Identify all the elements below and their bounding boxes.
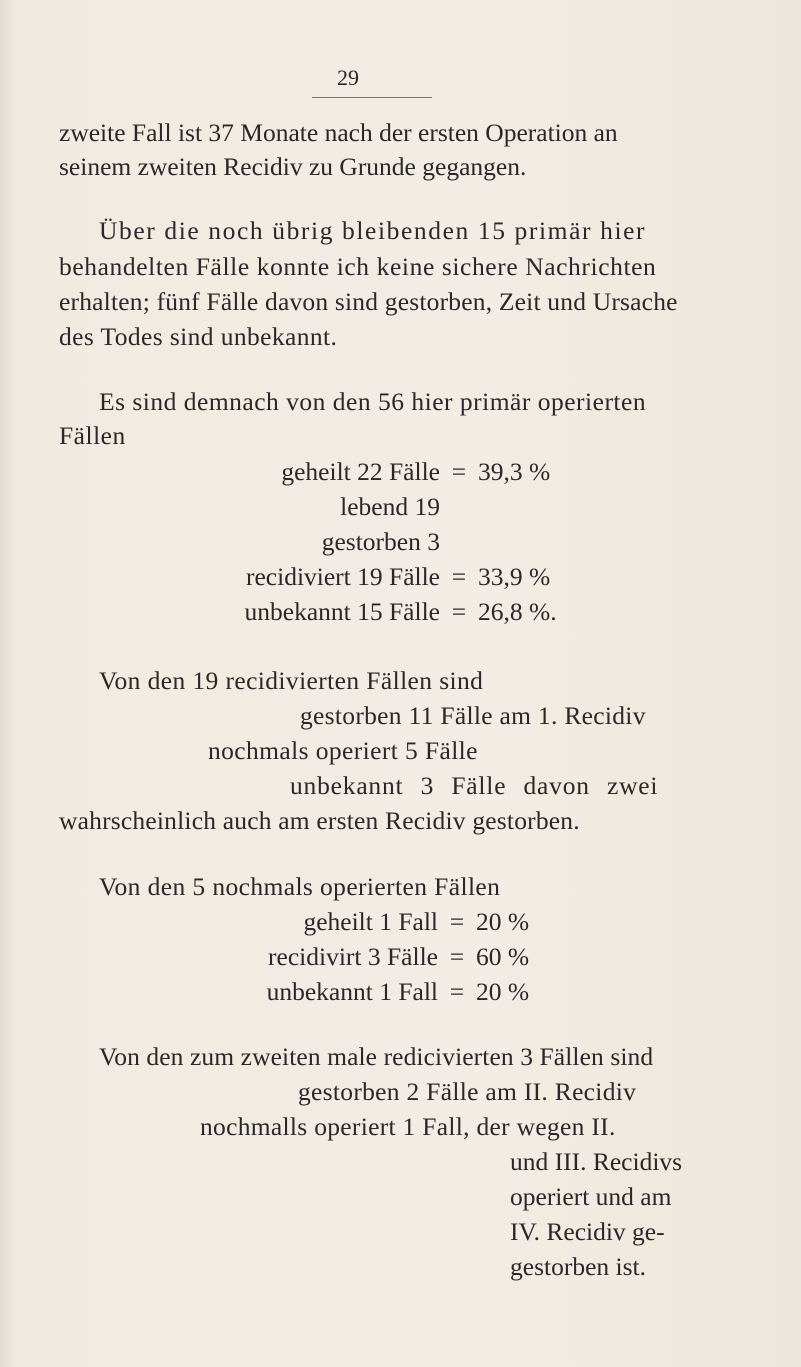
row-label: recidiviert 19 Fälle [245,562,440,591]
row-equals: = [449,977,465,1006]
para2-line2: behandelten Fälle konnte ich keine sichere Nachrichten [59,252,657,281]
para6-line6: IV. Recidiv ge- [510,1217,665,1246]
row-label: geheilt 1 Fall [303,907,438,936]
header-rule [312,97,432,98]
row-label: recidivirt 3 Fälle [268,942,438,971]
para6-line7: gestorben ist. [510,1252,646,1281]
stats-row-healed [200,457,550,487]
op-row-recurred [200,942,529,972]
stats-row-recurred [200,562,550,592]
para3-line2: Fällen [59,421,126,450]
op-row-healed [200,907,529,937]
row-label: gestorben 3 [321,527,440,556]
para4-line4: unbekannt 3 Fälle davon zwei [290,771,659,800]
para4-line1: Von den 19 recidivierten Fällen sind [99,666,484,695]
row-label: lebend 19 [340,492,440,521]
para6-line1: Von den zum zweiten male redicivierten 3 Fällen sind [99,1042,654,1071]
para1-line2: seinem zweiten Recidiv zu Grunde gegangen. [59,152,527,181]
row-label: unbekannt 15 Fälle [244,597,440,626]
row-equals: = [451,457,467,486]
row-label: unbekannt 1 Fall [266,977,438,1006]
row-value: 26,8 %. [478,597,557,626]
para6-line4: und III. Recidivs [510,1147,683,1176]
para2-line3: erhalten; fünf Fälle davon sind gestorben, Zeit und Ursache [59,287,678,316]
para6-line5: operiert und am [510,1182,672,1211]
para4-line2: gestorben 11 Fälle am 1. Recidiv [300,701,646,730]
row-equals: = [451,562,467,591]
row-equals: = [451,597,467,626]
row-value: 20 % [476,907,530,936]
stats-row-died [200,527,440,557]
para6-line2: gestorben 2 Fälle am II. Recidiv [298,1077,637,1106]
row-value: 33,9 % [478,562,551,591]
para5-line1: Von den 5 nochmals operierten Fällen [99,872,501,901]
para3-line1: Es sind demnach von den 56 hier primär operierten [99,387,647,416]
para1-line1 [59,118,735,148]
row-label: geheilt 22 Fälle [281,457,440,486]
row-equals: = [449,942,465,971]
para6-line3: nochmalls operiert 1 Fall, der wegen II. [200,1112,616,1141]
row-equals: = [449,907,465,936]
stats-row-unknown [200,597,557,627]
stats-row-alive [200,492,440,522]
para2-line1: Über die noch übrig bleibenden 15 primär hier [99,216,647,245]
para1-line1-text: zweite Fall ist 37 Monate nach der ersten Operation an [59,118,618,147]
para4-line5: wahrscheinlich auch am ersten Recidiv gestorben. [59,806,580,835]
page-number: 29 [337,65,359,90]
para4-line3: nochmals operiert 5 Fälle [208,736,478,765]
row-value: 39,3 % [478,457,551,486]
row-value: 60 % [476,942,530,971]
para2-line4: des Todes sind unbekannt. [59,322,338,351]
row-value: 20 % [476,977,530,1006]
op-row-unknown [200,977,529,1007]
